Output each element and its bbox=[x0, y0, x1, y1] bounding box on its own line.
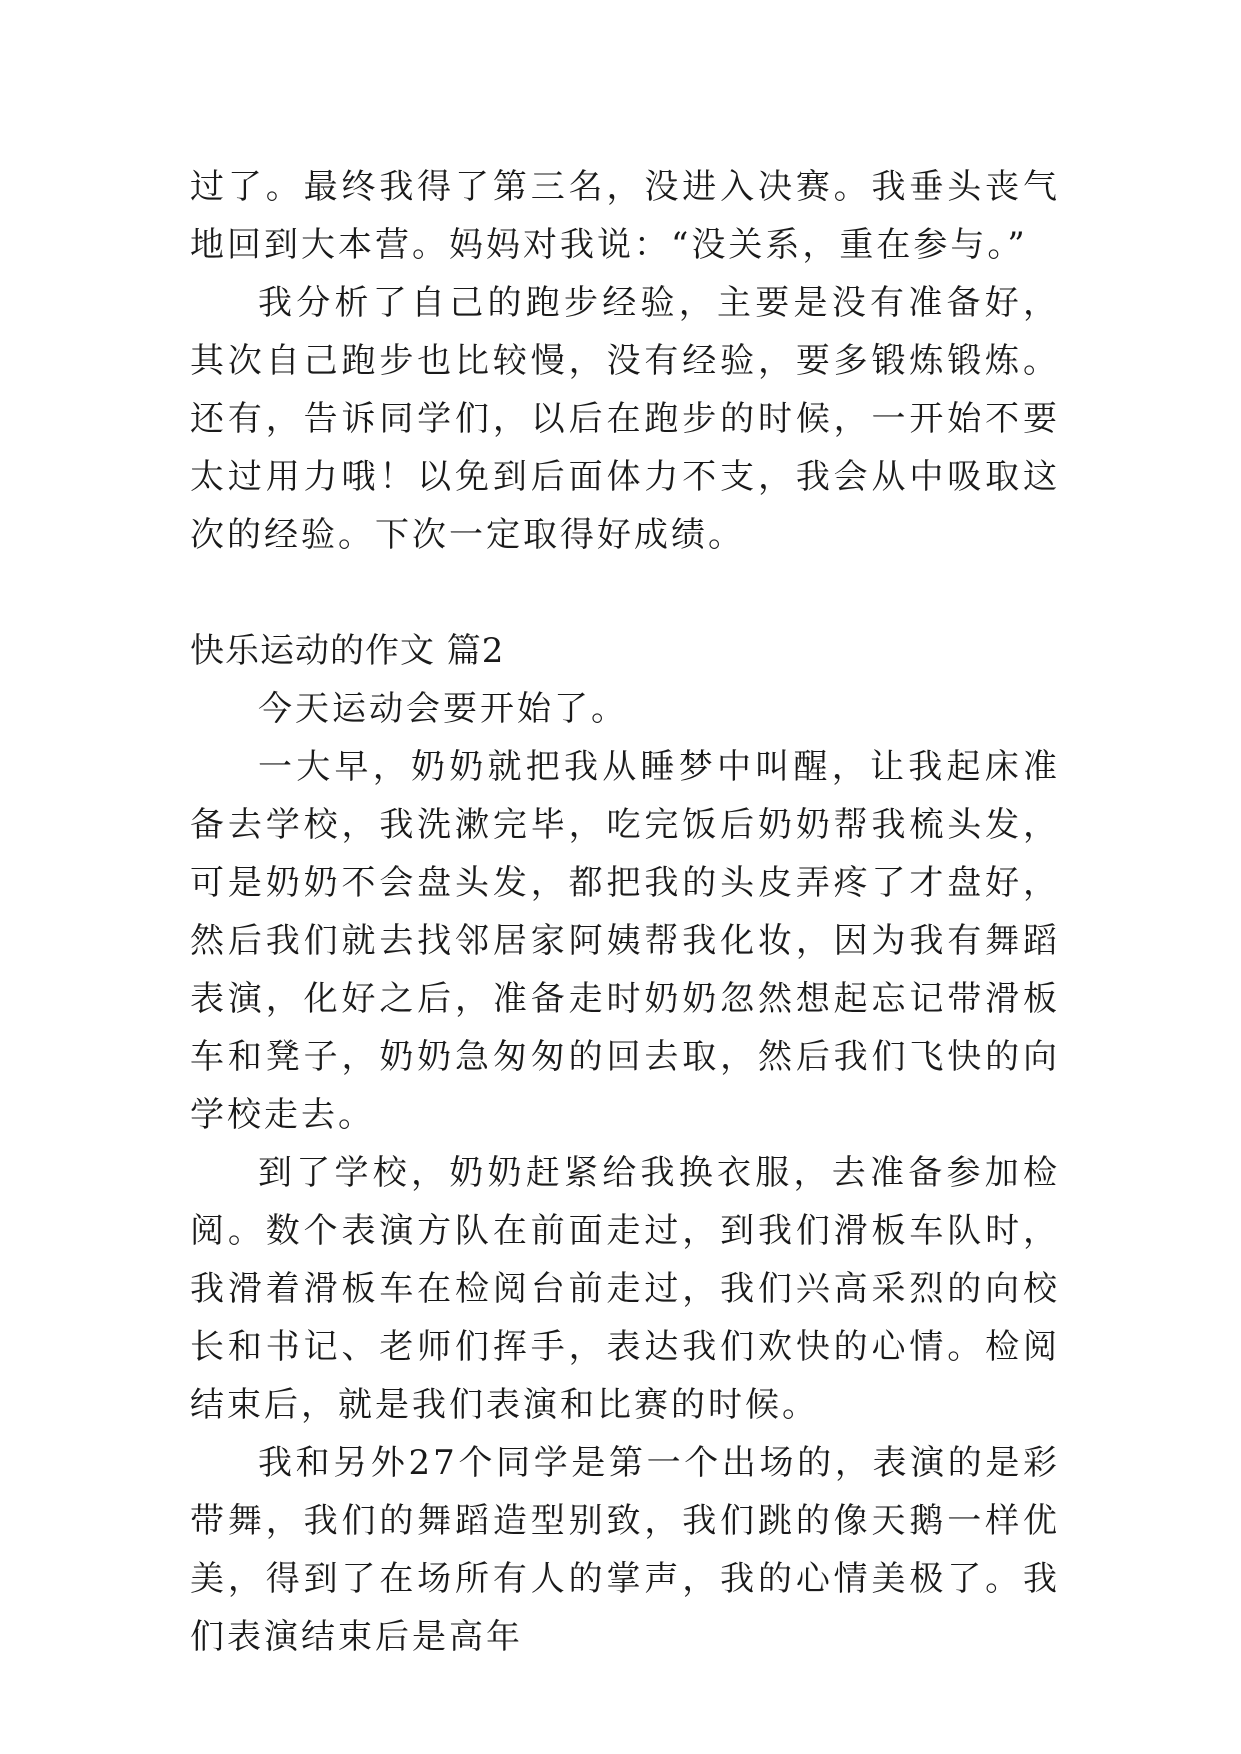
paragraph-parade: 到了学校，奶奶赶紧给我换衣服，去准备参加检阅。数个表演方队在前面走过，到我们滑板车队时，我滑着滑板车在检阅台前走过，我们兴高采烈的向校长和书记、老师们挥手，表达我们欢快的心情。检阅结束后，就是我们表演和比赛的时候。 bbox=[190, 1153, 1060, 1425]
paragraph-performance: 我和另外27个同学是第一个出场的，表演的是彩带舞，我们的舞蹈造型别致，我们跳的像天鹅一样优美，得到了在场所有人的掌声，我的心情美极了。我们表演结束后是高年 bbox=[190, 1443, 1060, 1657]
section-heading: 快乐运动的作文 篇2 bbox=[190, 631, 505, 671]
paragraph-intro: 今天运动会要开始了。 bbox=[258, 689, 628, 729]
paragraph-morning: 一大早，奶奶就把我从睡梦中叫醒，让我起床准备去学校，我洗漱完毕，吃完饭后奶奶帮我梳头发，可是奶奶不会盘头发，都把我的头皮弄疼了才盘好，然后我们就去找邻居家阿姨帮我化妆，因为我有舞蹈表演，化好之后，准备走时奶奶忽然想起忘记带滑板车和凳子，奶奶急匆匆的回去取，然后我们飞快的向学校走去。 bbox=[190, 747, 1060, 1135]
document-body bbox=[190, 158, 1060, 1666]
paragraph-analysis: 我分析了自己的跑步经验，主要是没有准备好，其次自己跑步也比较慢，没有经验，要多锻炼锻炼。还有，告诉同学们，以后在跑步的时候，一开始不要太过用力哦！以免到后面体力不支，我会从中吸取这次的经验。下次一定取得好成绩。 bbox=[190, 283, 1060, 555]
paragraph-continued: 过了。最终我得了第三名，没进入决赛。我垂头丧气地回到大本营。妈妈对我说：“没关系，重在参与。” bbox=[190, 167, 1060, 265]
